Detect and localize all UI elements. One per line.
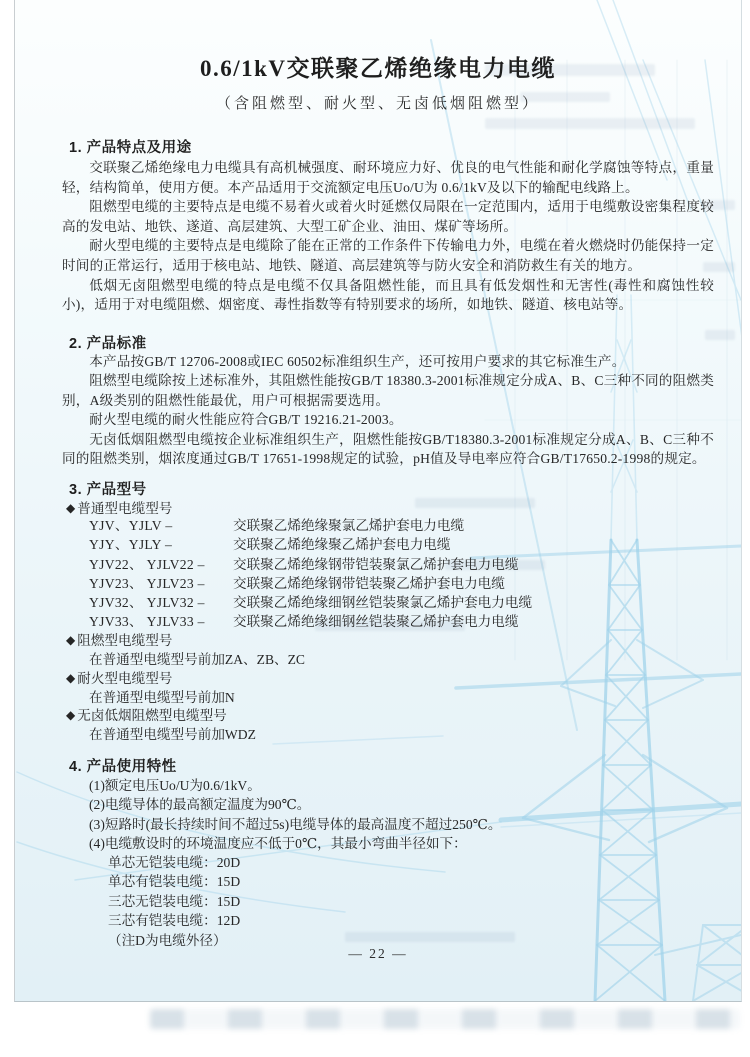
model-code: YJV33、 YJLV33 – bbox=[89, 614, 205, 630]
model-row bbox=[89, 535, 532, 554]
model-code: YJV32、 YJLV32 – bbox=[89, 595, 205, 611]
cable-type-group-lszh bbox=[66, 704, 227, 724]
model-code: YJV23、 YJLV23 – bbox=[89, 575, 205, 591]
group-note: 在普通型电缆型号前加ZA、ZB、ZC bbox=[89, 652, 305, 667]
paragraph: 本产品按GB/T 12706-2008或IEC 60502标准组织生产，还可按用户要求的其它标准生产。 bbox=[89, 354, 626, 369]
group-label: 阻燃型电缆型号 bbox=[77, 633, 173, 648]
scanned-page bbox=[14, 0, 742, 1002]
usage-item: (4)电缆敷设时的环境温度应不低于0℃，其最小弯曲半径如下： bbox=[89, 836, 467, 852]
paragraph: 耐火型电缆的主要特点是电缆除了能在正常的工作条件下传输电力外，电缆在着火燃烧时仍能保持一定时间的正常运行，适用于核电站、地铁、隧道、高层建筑等与防火安全和消防救生有关的地方。 bbox=[62, 238, 714, 273]
cable-type-group-ordinary bbox=[66, 497, 172, 517]
page-number: — 22 — bbox=[348, 946, 408, 961]
section-1-heading: 1. 产品特点及用途 bbox=[69, 140, 192, 156]
model-list bbox=[89, 516, 532, 632]
model-row bbox=[89, 555, 532, 574]
bending-radius-item: 单芯有铠装电缆：15D bbox=[108, 874, 241, 890]
paragraph: 无卤低烟阻燃型电缆按企业标准组织生产，阻燃性能按GB/T18380.3-2001标准规定分成A、B、C三种不同的阻燃类别，烟浓度通过GB/T 17651-1998规定的试验，pH值及导电率应符合GB/T17650.2-1998的规定。 bbox=[62, 431, 714, 467]
group-note: 在普通型电缆型号前加N bbox=[89, 690, 235, 705]
page-subtitle: （含阻燃型、耐火型、无卤低烟阻燃型） bbox=[215, 96, 540, 112]
model-desc: 交联聚乙烯绝缘聚乙烯护套电力电缆 bbox=[233, 537, 451, 553]
model-row bbox=[89, 593, 532, 612]
diamond-bullet-icon: ◆ bbox=[66, 633, 76, 647]
cable-type-group-fire-resistant bbox=[66, 667, 172, 687]
paragraph: 低烟无卤阻燃型电缆的特点是电缆不仅具备阻燃性能，而且具有低发烟性和无害性(毒性和腐蚀性较小)，适用于对电缆阻燃、烟密度、毒性指数等有特别要求的场所，如地铁、隧道、核电站等。 bbox=[62, 277, 714, 313]
model-desc: 交联聚乙烯绝缘细钢丝铠装聚乙烯护套电力电缆 bbox=[233, 614, 519, 630]
model-desc: 交联聚乙烯绝缘钢带铠装聚氯乙烯护套电力电缆 bbox=[233, 556, 519, 572]
diamond-bullet-icon: ◆ bbox=[66, 671, 76, 685]
usage-item: (2)电缆导体的最高额定温度为90℃。 bbox=[89, 797, 311, 813]
section-2-heading: 2. 产品标准 bbox=[69, 336, 147, 352]
paragraph: 阻燃型电缆的主要特点是电缆不易着火或着火时延燃仅局限在一定范围内，适用于电缆敷设密集程度较高的发电站、地铁、遂道、高层建筑、大型工矿企业、油田、煤矿等场所。 bbox=[62, 199, 714, 234]
group-note: 在普通型电缆型号前加WDZ bbox=[89, 727, 256, 742]
bending-radius-item: 三芯无铠装电缆：15D bbox=[108, 893, 241, 909]
model-desc: 交联聚乙烯绝缘聚氯乙烯护套电力电缆 bbox=[233, 518, 465, 533]
model-row bbox=[89, 516, 532, 535]
model-code: YJV、YJLV – bbox=[89, 518, 173, 533]
bending-radius-item: 单芯无铠装电缆：20D bbox=[108, 855, 241, 870]
diamond-bullet-icon: ◆ bbox=[66, 708, 76, 722]
paragraph: 阻燃型电缆除按上述标准外，其阻燃性能按GB/T 18380.3-2001标准规定分成A、B、C三种不同的阻燃类别，A级类别的阻燃性能最优，用户可根据需要选用。 bbox=[62, 373, 714, 408]
model-desc: 交联聚乙烯绝缘钢带铠装聚乙烯护套电力电缆 bbox=[233, 575, 505, 591]
usage-items bbox=[89, 776, 501, 854]
bending-radius-list bbox=[108, 853, 240, 950]
section-4-heading: 4. 产品使用特性 bbox=[69, 759, 177, 775]
usage-item: (1)额定电压Uo/U为0.6/1kV。 bbox=[89, 778, 261, 793]
group-label: 普通型电缆型号 bbox=[77, 501, 173, 516]
bending-radius-item: （注D为电缆外径） bbox=[108, 932, 227, 948]
paragraph: 耐火型电缆的耐火性能应符合GB/T 19216.21-2003。 bbox=[89, 412, 403, 428]
model-code: YJY、YJLY – bbox=[89, 537, 173, 553]
diamond-bullet-icon: ◆ bbox=[66, 501, 76, 515]
section-1-body bbox=[62, 158, 714, 315]
model-code: YJV22、 YJLV22 – bbox=[89, 556, 205, 572]
model-desc: 交联聚乙烯绝缘细钢丝铠装聚氯乙烯护套电力电缆 bbox=[233, 595, 533, 611]
next-page-edge bbox=[150, 1009, 740, 1029]
usage-item: (3)短路时(最长持续时间不超过5s)电缆导体的最高温度不超过250℃。 bbox=[89, 816, 502, 832]
paragraph: 交联聚乙烯绝缘电力电缆具有高机械强度、耐环境应力好、优良的电气性能和耐化学腐蚀等特点，重量轻，结构简单，使用方便。本产品适用于交流额定电压Uo/U为 0.6/1kV及以下的输配电线路上。 bbox=[62, 160, 714, 195]
cable-type-group-flame-retardant bbox=[66, 629, 172, 649]
group-label: 耐火型电缆型号 bbox=[77, 671, 173, 686]
page-title: 0.6/1kV交联聚乙烯绝缘电力电缆 bbox=[199, 56, 557, 81]
model-row bbox=[89, 574, 532, 593]
bending-radius-item: 三芯有铠装电缆：12D bbox=[108, 913, 241, 929]
group-label: 无卤低烟阻燃型电缆型号 bbox=[77, 708, 227, 723]
section-3-heading: 3. 产品型号 bbox=[69, 482, 147, 498]
section-2-body bbox=[62, 352, 714, 468]
